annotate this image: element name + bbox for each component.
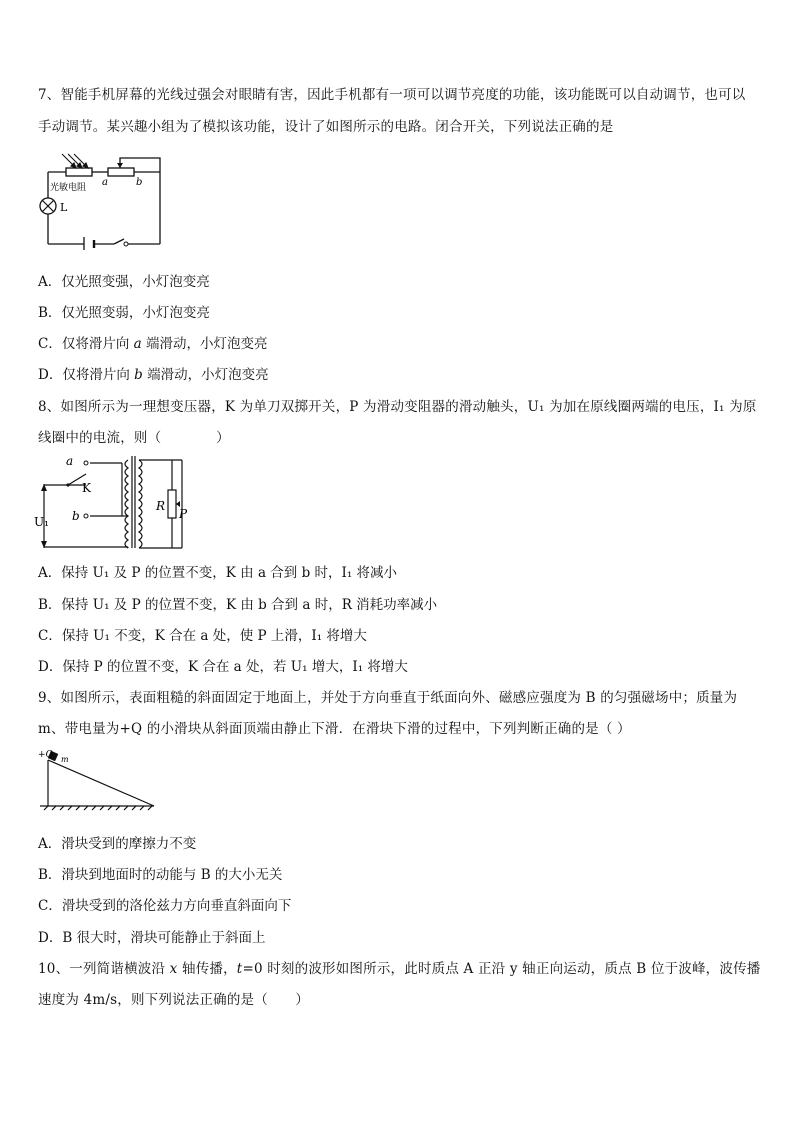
- q7-option-c: [38, 332, 267, 352]
- q10-t-var: t: [236, 961, 243, 977]
- q8-transformer-diagram: [34, 452, 194, 552]
- lamp-label: L: [60, 201, 68, 214]
- q10-mid: 轴传播，: [177, 961, 237, 977]
- q7-option-b: B．仅光照变弱，小灯泡变亮: [38, 305, 210, 321]
- q8-stem-line2: 线圈中的电流，则（ ）: [38, 430, 230, 446]
- q8-option-d: D．保持 P 的位置不变，K 合在 a 处，若 U₁ 增大，I₁ 将增大: [38, 659, 408, 675]
- q7-stem-line1: 7、智能手机屏幕的光线过强会对眼睛有害，因此手机都有一项可以调节亮度的功能，该功能既可以自动调节，也可以: [38, 87, 746, 103]
- contact-a-label: a: [66, 454, 74, 468]
- q10-x-var: x: [169, 961, 178, 977]
- charge-label: +Q: [38, 750, 53, 760]
- q7-circuit-diagram: [36, 148, 166, 250]
- mass-label: m: [61, 755, 69, 764]
- q9-option-c: C．滑块受到的洛伦兹力方向垂直斜面向下: [38, 898, 292, 914]
- q8-option-a: A．保持 U₁ 及 P 的位置不变，K 由 a 合到 b 时，I₁ 将减小: [38, 565, 398, 581]
- q9-option-b: B．滑块到地面时的动能与 B 的大小无关: [38, 867, 283, 883]
- light-rays-icon: [62, 154, 88, 168]
- slider-p-label: P: [179, 507, 188, 521]
- resistor-r-label: R: [156, 499, 166, 513]
- q7-option-c-pre: C．仅将滑片向: [38, 336, 134, 352]
- contact-b-label: b: [72, 509, 80, 523]
- q7-option-d-post: 端滑动，小灯泡变亮: [142, 367, 269, 383]
- q7-option-c-post: 端滑动，小灯泡变亮: [141, 336, 268, 352]
- q9-incline-diagram: [36, 748, 156, 818]
- q7-option-c-var: a: [133, 336, 142, 352]
- q9-stem-line2: m、带电量为+Q 的小滑块从斜面顶端由静止下滑．在滑块下滑的过程中，下列判断正确的是（ ）: [38, 721, 631, 737]
- switch-k-label: K: [82, 481, 91, 495]
- terminal-b-label: b: [136, 177, 143, 188]
- q9-option-d: D．B 很大时，滑块可能静止于斜面上: [38, 930, 266, 946]
- terminal-a-label: a: [102, 177, 108, 188]
- q10-stem-line2: 速度为 4m/s，则下列说法正确的是（ ）: [38, 992, 310, 1008]
- q7-stem-line2: 手动调节。某兴趣小组为了模拟该功能，设计了如图所示的电路。闭合开关，下列说法正确的是: [38, 119, 614, 135]
- photoresistor-label: 光敏电阻: [50, 183, 87, 193]
- q7-option-d-var: b: [134, 367, 143, 383]
- q8-option-c: C．保持 U₁ 不变，K 合在 a 处，使 P 上滑，I₁ 将增大: [38, 628, 367, 644]
- q10-post: =0 时刻的波形如图所示，此时质点 A 正沿 y 轴正向运动，质点 B 位于波峰，波传播: [242, 961, 761, 977]
- lamp-icon: [40, 198, 56, 214]
- q7-option-d-pre: D．仅将滑片向: [38, 367, 135, 383]
- q9-stem-line1: 9、如图所示，表面粗糙的斜面固定于地面上，并处于方向垂直于纸面向外、磁感应强度为 B 的匀强磁场中；质量为: [38, 690, 738, 706]
- q9-option-a: A．滑块受到的摩擦力不变: [38, 836, 197, 852]
- q10-stem-line1: [38, 957, 760, 977]
- q8-stem-line1: 8、如图所示为一理想变压器，K 为单刀双掷开关，P 为滑动变阻器的滑动触头，U₁ 为加在原线圈两端的电压，I₁ 为原: [38, 399, 757, 415]
- q10-pre: 10、一列简谐横波沿: [38, 961, 170, 977]
- q7-option-a: A．仅光照变强，小灯泡变亮: [38, 274, 210, 290]
- voltage-u1-label: U₁: [34, 515, 49, 529]
- q8-option-b: B．保持 U₁ 及 P 的位置不变，K 由 b 合到 a 时，R 消耗功率减小: [38, 597, 438, 613]
- q7-option-d: [38, 363, 269, 383]
